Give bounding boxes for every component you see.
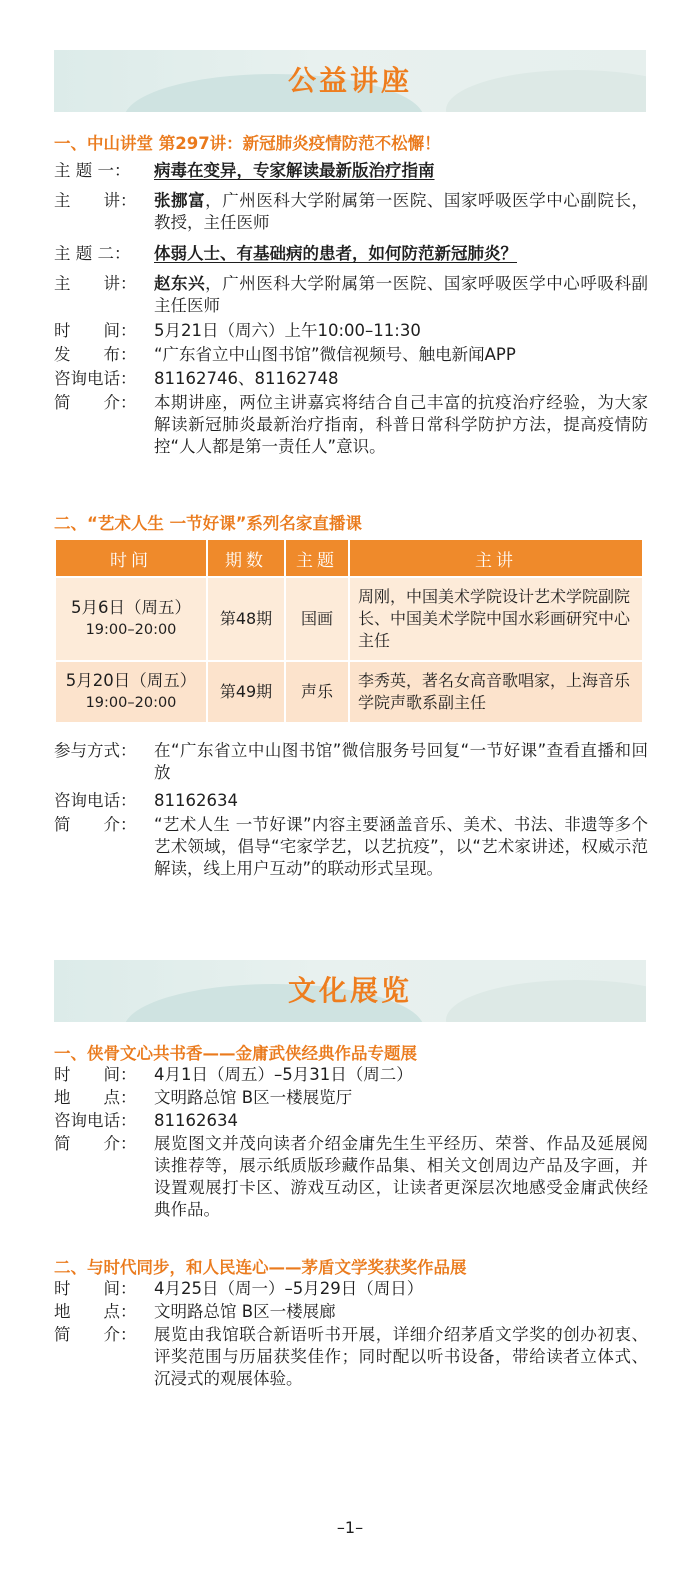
lecture-1-phone xyxy=(54,368,648,390)
field-label: 时 间： xyxy=(54,1065,137,1084)
lecture-2-phone xyxy=(54,790,648,812)
field-label: 简 介： xyxy=(54,1134,137,1153)
exhibition-1-heading: 一、侠骨文心共书香——金庸武侠经典作品专题展 xyxy=(54,1044,417,1063)
exhibition-1-phone xyxy=(54,1110,648,1132)
lecture-2-join xyxy=(54,740,648,784)
lecture-1-speaker1 xyxy=(54,190,648,234)
exhibition-2-time xyxy=(54,1278,648,1300)
speaker-desc: ，广州医科大学附属第一医院、国家呼吸医学中心副院长，教授，主任医师 xyxy=(154,191,649,232)
field-value: 81162634 xyxy=(154,1111,238,1130)
field-label: 简 介： xyxy=(54,393,137,412)
field-label: 参与方式： xyxy=(54,741,137,760)
lecture-1-time xyxy=(54,320,648,342)
table-row xyxy=(56,578,642,660)
time-cell xyxy=(56,578,206,660)
field-value: 81162634 xyxy=(154,791,238,810)
exhibitions-banner xyxy=(54,960,646,1022)
theme-cell: 国画 xyxy=(286,578,348,660)
field-value: “广东省立中山图书馆”微信视频号、触电新闻APP xyxy=(154,345,516,364)
table-row xyxy=(56,662,642,722)
lectures-banner xyxy=(54,50,646,112)
theme-cell: 声乐 xyxy=(286,662,348,722)
lecture-1-publish xyxy=(54,344,648,366)
field-label: 咨询电话： xyxy=(54,791,137,810)
lecture-2-heading: 二、“艺术人生 一节好课”系列名家直播课 xyxy=(54,514,362,533)
hours: 19:00–20:00 xyxy=(85,695,177,711)
field-label: 简 介： xyxy=(54,1325,137,1344)
time-cell xyxy=(56,662,206,722)
date: 5月20日（周五） xyxy=(65,671,197,690)
column-header: 主题 xyxy=(286,540,348,576)
column-header: 期数 xyxy=(208,540,284,576)
field-value: 4月25日（周一）–5月29日（周日） xyxy=(154,1279,424,1298)
field-label: 咨询电话： xyxy=(54,369,137,388)
lecture-2-intro xyxy=(54,814,648,880)
lecture-1-topic1 xyxy=(54,160,648,182)
column-header: 时间 xyxy=(56,540,206,576)
field-label: 地 点： xyxy=(54,1302,137,1321)
hours: 19:00–20:00 xyxy=(85,622,177,638)
exhibition-1-intro xyxy=(54,1133,648,1221)
section-title: 文化展览 xyxy=(287,974,412,1007)
issue-cell: 第49期 xyxy=(208,662,284,722)
exhibition-1-time xyxy=(54,1064,648,1086)
lecture-1-topic2 xyxy=(54,243,648,265)
lecture-1-intro xyxy=(54,392,648,458)
section-title: 公益讲座 xyxy=(287,64,412,97)
topic-title: 病毒在变异，专家解读最新版治疗指南 xyxy=(154,161,435,180)
column-header: 主讲 xyxy=(350,540,642,576)
field-label: 主 讲： xyxy=(54,274,137,293)
table-header-row xyxy=(56,540,642,576)
field-value: 81162746、81162748 xyxy=(154,369,339,388)
host-cell: 李秀英，著名女高音歌唱家，上海音乐学院声歌系副主任 xyxy=(350,662,642,722)
speaker-desc: ，广州医科大学附属第一医院、国家呼吸医学中心呼吸科副主任医师 xyxy=(154,274,649,315)
field-label: 主 题 二： xyxy=(54,244,131,263)
field-value: “艺术人生 一节好课”内容主要涵盖音乐、美术、书法、非遗等多个艺术领域，倡导“宅家学艺，以艺抗疫”，以“艺术家讲述，权威示范解读，线上用户互动”的联动形式呈现。 xyxy=(154,815,648,878)
speaker-name: 张挪富 xyxy=(154,191,206,210)
field-value: 在“广东省立中山图书馆”微信服务号回复“一节好课”查看直播和回放 xyxy=(154,741,648,782)
field-value: 4月1日（周五）–5月31日（周二） xyxy=(154,1065,413,1084)
issue-cell: 第48期 xyxy=(208,578,284,660)
field-label: 发 布： xyxy=(54,345,137,364)
field-value: 展览图文并茂向读者介绍金庸先生生平经历、荣誉、作品及延展阅读推荐等，展示纸质版珍藏作品集、相关文创周边产品及字画，并设置观展打卡区、游戏互动区，让读者更深层次地感受金庸武侠经典作品。 xyxy=(154,1134,648,1219)
field-label: 简 介： xyxy=(54,815,137,834)
course-table xyxy=(54,538,644,724)
field-value: 5月21日（周六）上午10:00–11:30 xyxy=(154,321,421,340)
lecture-1-speaker2 xyxy=(54,273,648,317)
page-number: –1– xyxy=(336,1518,364,1537)
field-value: 展览由我馆联合新语听书开展，详细介绍茅盾文学奖的创办初衷、评奖范围与历届获奖佳作；同时配以听书设备，带给读者立体式、沉浸式的观展体验。 xyxy=(154,1325,648,1388)
field-label: 主 讲： xyxy=(54,191,137,210)
date: 5月6日（周五） xyxy=(71,598,191,617)
speaker-name: 赵东兴 xyxy=(154,274,206,293)
field-label: 咨询电话： xyxy=(54,1111,137,1130)
field-value: 文明路总馆 B区一楼展廊 xyxy=(154,1302,336,1321)
field-value: 本期讲座，两位主讲嘉宾将结合自己丰富的抗疫治疗经验，为大家解读新冠肺炎最新治疗指南，科普日常科学防护方法，提高疫情防控“人人都是第一责任人”意识。 xyxy=(154,393,648,456)
topic-title: 体弱人士、有基础病的患者，如何防范新冠肺炎？ xyxy=(154,244,517,263)
field-label: 地 点： xyxy=(54,1088,137,1107)
lecture-1-heading: 一、中山讲堂 第297讲：新冠肺炎疫情防范不松懈！ xyxy=(54,134,441,153)
host-cell: 周刚，中国美术学院设计艺术学院副院长、中国美术学院中国水彩画研究中心主任 xyxy=(350,578,642,660)
field-label: 时 间： xyxy=(54,321,137,340)
exhibition-2-intro xyxy=(54,1324,648,1390)
field-label: 时 间： xyxy=(54,1279,137,1298)
field-value: 文明路总馆 B区一楼展览厅 xyxy=(154,1088,353,1107)
exhibition-2-heading: 二、与时代同步，和人民连心——茅盾文学奖获奖作品展 xyxy=(54,1258,467,1277)
exhibition-1-place xyxy=(54,1087,648,1109)
field-label: 主 题 一： xyxy=(54,161,131,180)
exhibition-2-place xyxy=(54,1301,648,1323)
